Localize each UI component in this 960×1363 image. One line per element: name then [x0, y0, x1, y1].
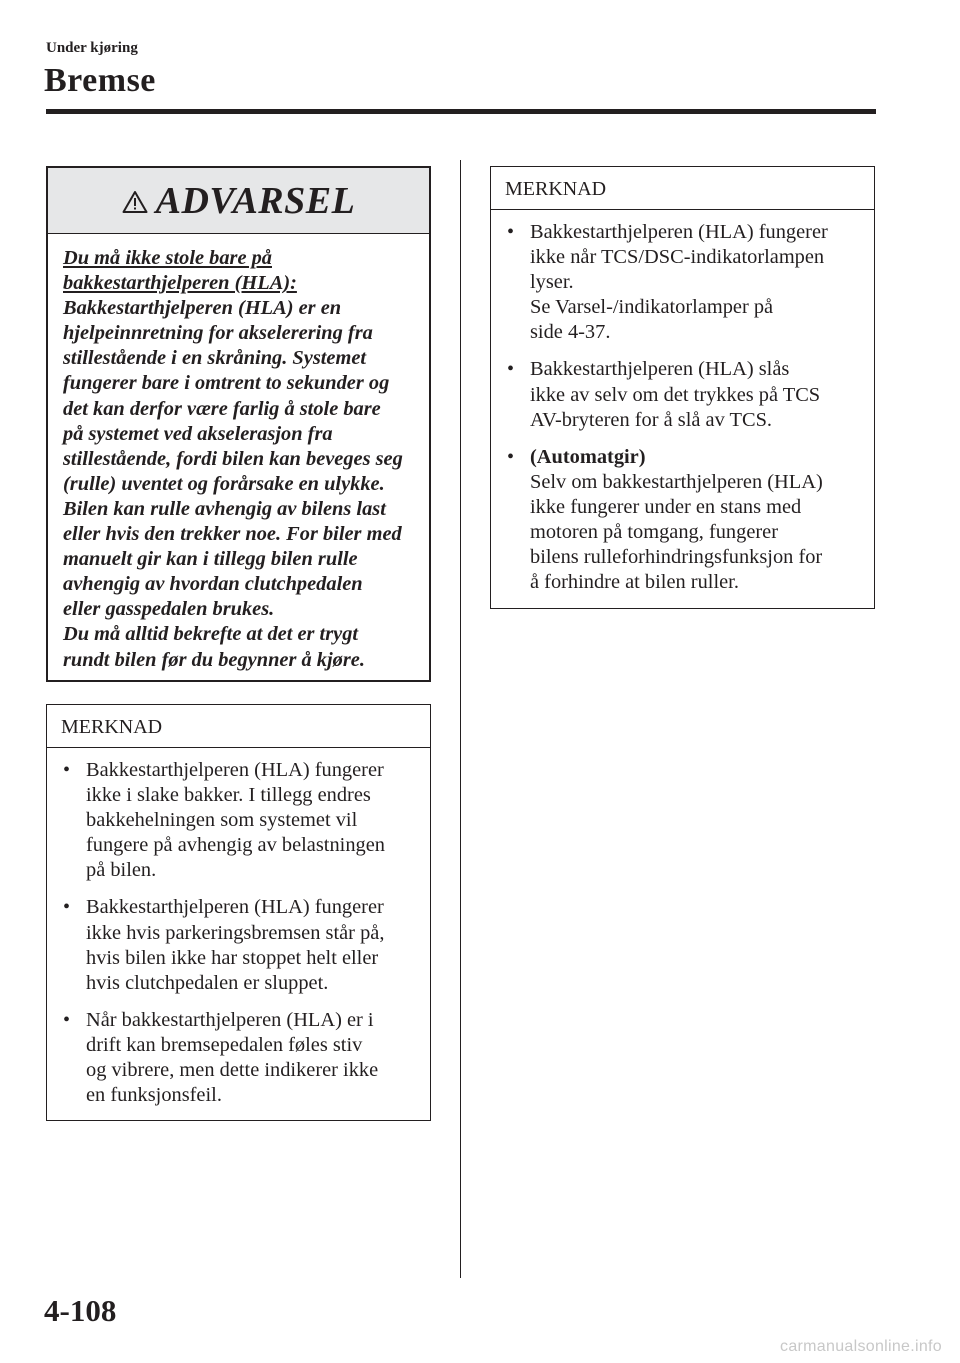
warning-line: eller hvis den trekker noe. For biler med — [63, 523, 402, 546]
page-number: 4-108 — [44, 1293, 117, 1328]
note-list-right — [491, 210, 874, 595]
warning-line: eller gasspedalen brukes. — [63, 598, 275, 621]
warning-line: fungerer bare i omtrent to sekunder og — [63, 372, 390, 395]
list-item-line: AV-bryteren for å slå av TCS. — [530, 408, 773, 431]
bullet-icon: • — [507, 221, 515, 243]
list-item-line: fungere på avhengig av belastningen — [86, 834, 385, 857]
list-item-line: Bakkestarthjelperen (HLA) fungerer — [530, 221, 828, 243]
warning-line: stillestående i en skråning. Systemet — [63, 347, 367, 370]
list-item-line: hvis clutchpedalen er sluppet. — [86, 971, 329, 994]
list-item — [505, 357, 860, 432]
note-box-left — [46, 704, 431, 1121]
list-item-line: å forhindre at bilen ruller. — [530, 571, 739, 594]
bullet-icon: • — [507, 358, 515, 381]
note-title: MERKNAD — [491, 167, 874, 210]
warning-body — [48, 234, 429, 673]
warning-line: Bilen kan rulle avhengig av bilens last — [63, 497, 386, 520]
section-label: Under kjøring — [46, 40, 138, 56]
title-rule — [46, 109, 876, 114]
warning-line: (rulle) uventet og forårsake en ulykke. — [63, 472, 385, 495]
list-item-line: Selv om bakkestarthjelperen (HLA) — [530, 470, 823, 493]
bullet-icon: • — [63, 759, 71, 781]
column-divider — [460, 160, 461, 1278]
list-item-line: ikke i slake bakker. I tillegg endres — [86, 784, 371, 807]
list-item-line: en funksjonsfeil. — [86, 1084, 222, 1107]
list-item — [61, 895, 416, 995]
list-item — [61, 758, 416, 883]
warning-lead: bakkestarthjelperen (HLA): — [63, 272, 297, 295]
warning-text — [63, 296, 415, 672]
warning-lead: Du må ikke stole bare på — [63, 247, 272, 269]
list-item-line: Bakkestarthjelperen (HLA) slås — [530, 358, 790, 381]
warning-title: ADVARSEL — [155, 179, 356, 222]
list-item-line: bilens rulleforhindringsfunksjon for — [530, 546, 823, 569]
list-item-line: bakkehelningen som systemet vil — [86, 809, 358, 832]
list-item — [505, 220, 860, 345]
bullet-icon: • — [63, 896, 71, 919]
warning-line: stillestående, fordi bilen kan beveges seg — [63, 447, 403, 470]
warning-line: det kan derfor være farlig å stole bare — [63, 397, 381, 420]
list-item-line: ikke fungerer under en stans med — [530, 495, 802, 518]
list-item-line: Bakkestarthjelperen (HLA) fungerer — [86, 896, 384, 919]
watermark: carmanualsonline.info — [780, 1338, 942, 1355]
list-item — [505, 445, 860, 596]
list-item-line: ikke av selv om det trykkes på TCS — [530, 383, 821, 406]
note-list-left — [47, 748, 430, 1108]
list-item-line: Når bakkestarthjelperen (HLA) er i — [86, 1008, 374, 1031]
list-item — [61, 1008, 416, 1108]
warning-line: manuelt gir kan i tillegg bilen rulle — [63, 548, 358, 571]
list-item-line: og vibrere, men dette indikerer ikke — [86, 1059, 379, 1082]
list-item-line: Se Varsel-/indikatorlamper på — [530, 296, 774, 319]
note-box-right — [490, 166, 875, 609]
list-item-line: ikke hvis parkeringsbremsen står på, — [86, 921, 385, 944]
page-title: Bremse — [44, 62, 156, 99]
warning-line: Du må alltid bekrefte at det er trygt — [63, 623, 359, 646]
bullet-icon: • — [63, 1008, 71, 1031]
list-item-line: lyser. — [530, 271, 574, 294]
warning-line: rundt bilen før du begynner å kjøre. — [63, 648, 365, 671]
list-item-line: ikke når TCS/DSC-indikatorlampen — [530, 246, 825, 269]
warning-line: Bakkestarthjelperen (HLA) er en — [63, 297, 342, 320]
warning-header — [48, 168, 429, 234]
warning-line: hjelpeinnretning for akselerering fra — [63, 322, 373, 345]
list-item-line: hvis bilen ikke har stoppet helt eller — [86, 946, 379, 969]
warning-triangle-icon — [122, 190, 148, 214]
warning-line: på systemet ved akselerasjon fra — [63, 422, 333, 445]
list-item-line: motoren på tomgang, fungerer — [530, 521, 779, 544]
list-item-line: side 4-37. — [530, 321, 611, 344]
warning-line: avhengig av hvordan clutchpedalen — [63, 573, 363, 596]
list-item-line: drift kan bremsepedalen føles stiv — [86, 1033, 363, 1056]
list-item-line: på bilen. — [86, 859, 157, 882]
list-item-heading: (Automatgir) — [530, 445, 646, 468]
list-item-line: Bakkestarthjelperen (HLA) fungerer — [86, 759, 384, 781]
warning-box — [46, 166, 431, 682]
note-title: MERKNAD — [47, 705, 430, 748]
bullet-icon: • — [507, 445, 515, 468]
